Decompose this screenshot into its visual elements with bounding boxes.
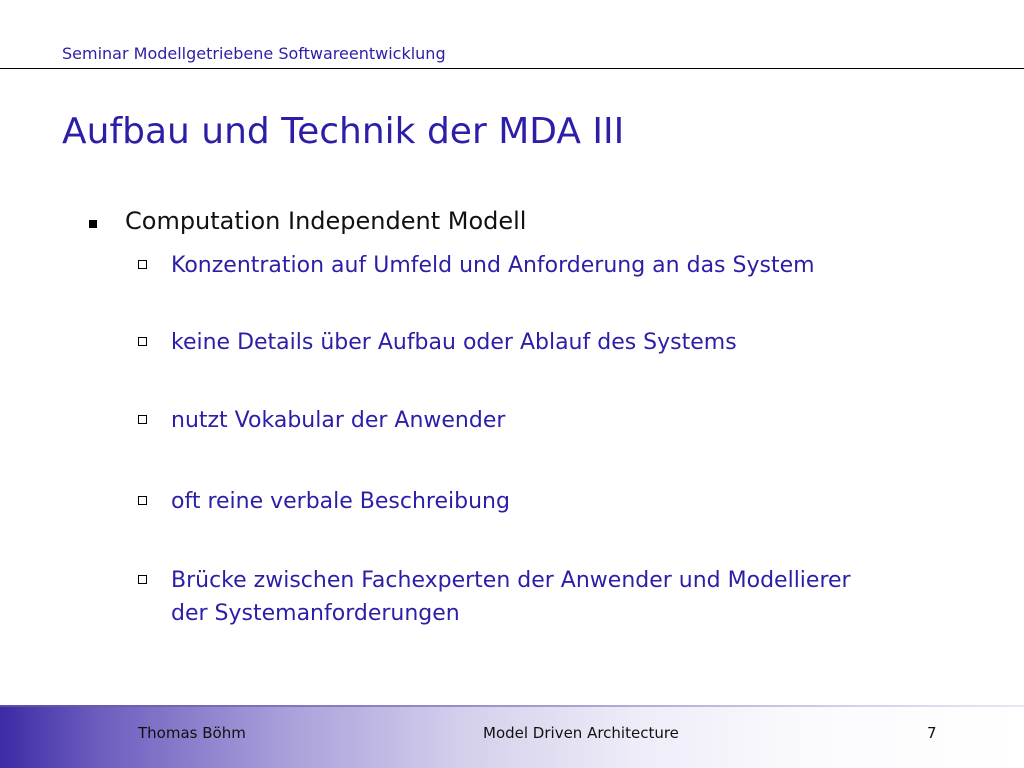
hollow-square-bullet-icon: [138, 496, 147, 505]
hollow-square-bullet-icon: [138, 337, 147, 346]
footer-divider: [0, 705, 1024, 707]
filled-square-bullet-icon: [89, 220, 97, 228]
footer-author: Thomas Böhm: [138, 724, 246, 742]
sub-bullet-item: [0, 564, 1024, 632]
sub-bullet-text: oft reine verbale Beschreibung: [171, 489, 510, 514]
sub-bullet-text: nutzt Vokabular der Anwender: [171, 408, 506, 433]
sub-bullet-item: [0, 249, 1024, 283]
hollow-square-bullet-icon: [138, 260, 147, 269]
seminar-title: Seminar Modellgetriebene Softwareentwicklung: [62, 44, 446, 63]
page-number: 7: [927, 724, 937, 742]
footer-topic: Model Driven Architecture: [483, 724, 679, 742]
bullet-item-level1: [0, 204, 1024, 240]
hollow-square-bullet-icon: [138, 575, 147, 584]
slide-title: Aufbau und Technik der MDA III: [62, 111, 625, 152]
hollow-square-bullet-icon: [138, 415, 147, 424]
sub-bullet-text: keine Details über Aufbau oder Ablauf des Systems: [171, 330, 737, 355]
sub-bullet-text: Konzentration auf Umfeld und Anforderung an das System: [171, 253, 815, 278]
sub-bullet-item: [0, 485, 1024, 519]
bullet-text-level1: Computation Independent Modell: [125, 207, 527, 235]
sub-bullet-text: Brücke zwischen Fachexperten der Anwender und Modellierer der Systemanforderungen: [171, 568, 851, 626]
sub-bullet-item: [0, 404, 1024, 438]
footer-bar: [0, 705, 1024, 768]
sub-bullet-item: [0, 326, 1024, 360]
header-divider: [0, 68, 1024, 69]
